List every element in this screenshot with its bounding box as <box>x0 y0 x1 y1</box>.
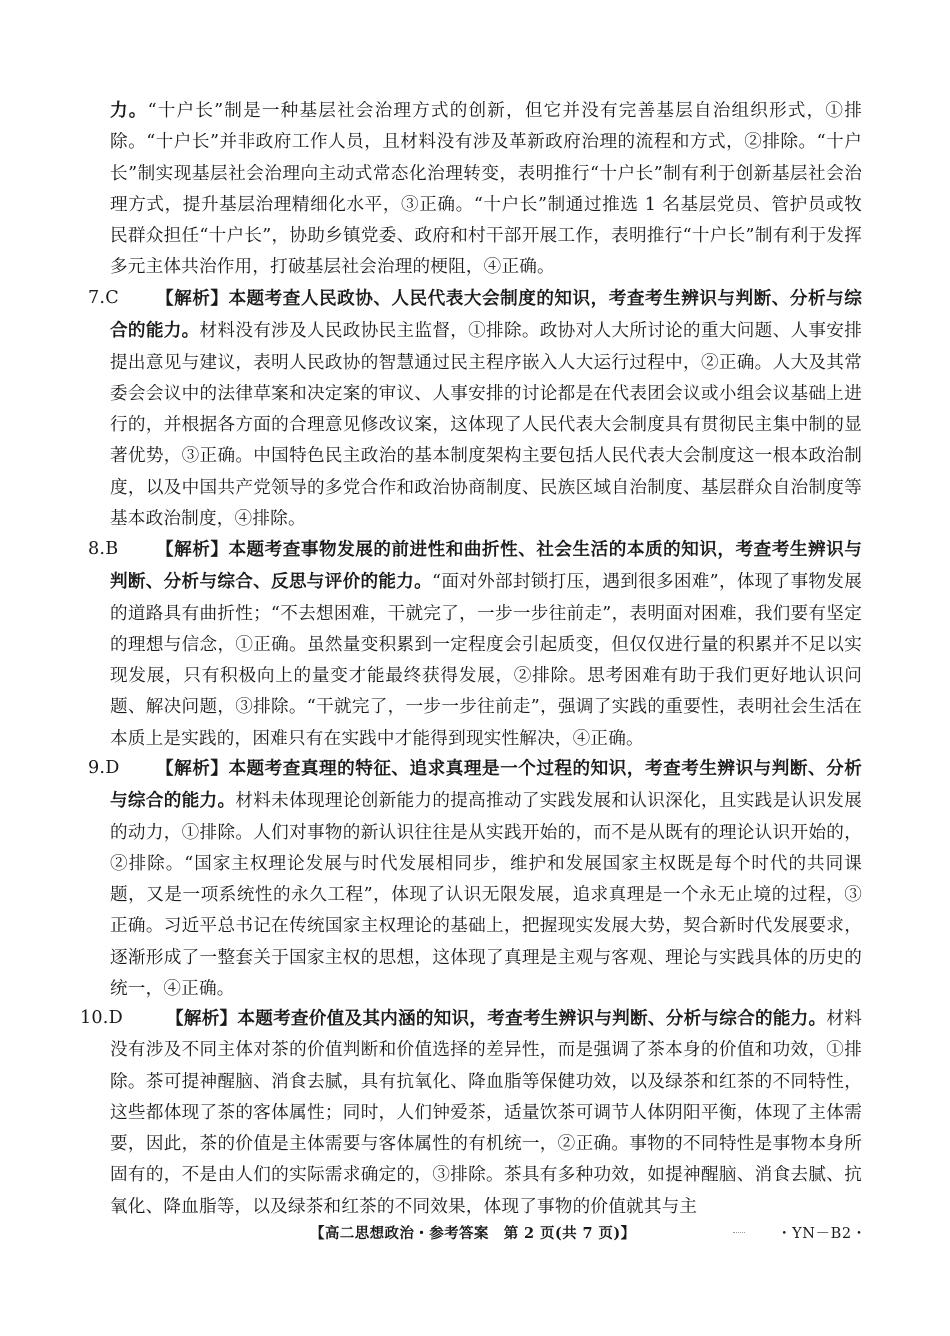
footer-code: ・YN－B2・ <box>777 1226 867 1242</box>
item-number: 7.C <box>88 288 119 308</box>
item-analysis-heading: 【解析】本题考查真理的特征、追求真理是一个过程的知识，考查考生辨识与判断、分析与综合的能力。 <box>110 758 862 812</box>
footer-divider <box>733 1232 745 1233</box>
item-analysis-heading: 【解析】本题考查人民政协、人民代表大会制度的知识，考查考生辨识与判断、分析与综合的能力。 <box>110 288 862 342</box>
continued-text: “十户长”制是一种基层社会治理方式的创新，但它并没有完善基层自治组织形式，①排除。“十户长”并非政府工作人员，且材料没有涉及革新政府治理的流程和方式，②排除。“十户长”制实现基层社会治理向主动式常态化治理转变，表明推行“十户长”制有利于创新基层社会治理方式，提升基层治理精细化水平，③正确。“十户长”制通过推选 1 名基层党员、管护员或牧民群众担任“十户长”，协助乡镇党委、政府和村干部开展工作，表明推行“十户长”制有利于发挥多元主体共治作用，打破基层社会治理的梗阻，④正确。 <box>110 101 862 278</box>
item-body <box>110 753 862 1005</box>
item-answer: C <box>105 288 119 308</box>
item-body <box>110 1003 862 1223</box>
item-body <box>110 534 862 755</box>
item-analysis-heading: 【解析】本题考查价值及其内涵的知识，考查考生辨识与判断、分析与综合的能力。 <box>166 1008 827 1029</box>
item-answer: D <box>105 758 120 778</box>
item-body <box>110 283 862 535</box>
item-answer: D <box>108 1008 123 1028</box>
footer-title: 【高二思想政治・参考答案 第 2 页(共 7 页)】 <box>310 1225 636 1242</box>
item-number: 8.B <box>88 539 119 559</box>
continued-bold-start: 力。 <box>110 100 148 121</box>
item-answer: B <box>105 539 119 559</box>
page-footer <box>0 1218 950 1248</box>
item-analysis-text: “面对外部封锁打压，遇到很多困难”，体现了事物发展的道路具有曲折性；“不去想困难，干就完了，一步一步往前走”，表明面对困难，我们要有坚定的理想与信念，①正确。虽然量变积累到一定程度会引起质变，但仅仅进行量的积累并不足以实现发展，只有积极向上的量变才能最终获得发展，②排除。思考困难有助于我们更好地认识问题、解决问题，③排除。“干就完了，一步一步往前走”，强调了实践的重要性，表明社会生活在本质上是实践的，困难只有在实践中才能得到现实性解决，④正确。 <box>110 572 862 749</box>
continued-paragraph <box>110 95 862 284</box>
item-analysis-text: 材料没有涉及人民政协民主监督，①排除。政协对人大所讨论的重大问题、人事安排提出意见与建议，表明人民政协的智慧通过民主程序嵌入人大运行过程中，②正确。人大及其常委会会议中的法律草案和决定案的审议、人事安排的讨论都是在代表团会议或小组会议基础上进行的，并根据各方面的合理意见修改议案，这体现了人民代表大会制度具有贯彻民主集中制的显著优势，③正确。中国特色民主政治的基本制度架构主要包括人民代表大会制度这一根本政治制度，以及中国共产党领导的多党合作和政治协商制度、民族区域自治制度、基层群众自治制度等基本政治制度，④排除。 <box>110 321 862 530</box>
item-analysis-text: 材料没有涉及不同主体对茶的价值判断和价值选择的差异性，而是强调了茶本身的价值和功效，①排除。茶可提神醒脑、消食去腻，具有抗氧化、降血脂等保健功效，以及绿茶和红茶的不同特性，这些都体现了茶的客体属性；同时，人们钟爱茶，适量饮茶可调节人体阴阳平衡，体现了主体需要，因此，茶的价值是主体需要与客体属性的有机统一，②正确。事物的不同特性是事物本身所固有的，不是由人们的实际需求确定的，③排除。茶具有多种功效，如提神醒脑、消食去腻、抗氧化、降血脂等，以及绿茶和红茶的不同效果，体现了事物的价值就其与主 <box>110 1009 863 1217</box>
item-analysis-text: 材料未体现理论创新能力的提高推动了实践发展和认识深化，且实践是认识发展的动力，①排除。人们对事物的新认识往往是从实践开始的，而不是从既有的理论认识开始的，②排除。“国家主权理论发展与时代发展相同步，维护和发展国家主权既是每个时代的共同课题，又是一项系统性的永久工程”，体现了认识无限发展，追求真理是一个永无止境的过程，③正确。习近平总书记在传统国家主权理论的基础上，把握现实发展大势，契合新时代发展要求，逐渐形成了一整套关于国家主权的思想，这体现了真理是主观与客观、理论与实践具体的历史的统一，④正确。 <box>110 791 862 1000</box>
item-analysis-heading: 【解析】本题考查事物发展的前进性和曲折性、社会生活的本质的知识，考查考生辨识与判断、分析与综合、反思与评价的能力。 <box>110 539 862 593</box>
item-number: 10.D <box>80 1008 123 1028</box>
item-number: 9.D <box>88 758 120 778</box>
